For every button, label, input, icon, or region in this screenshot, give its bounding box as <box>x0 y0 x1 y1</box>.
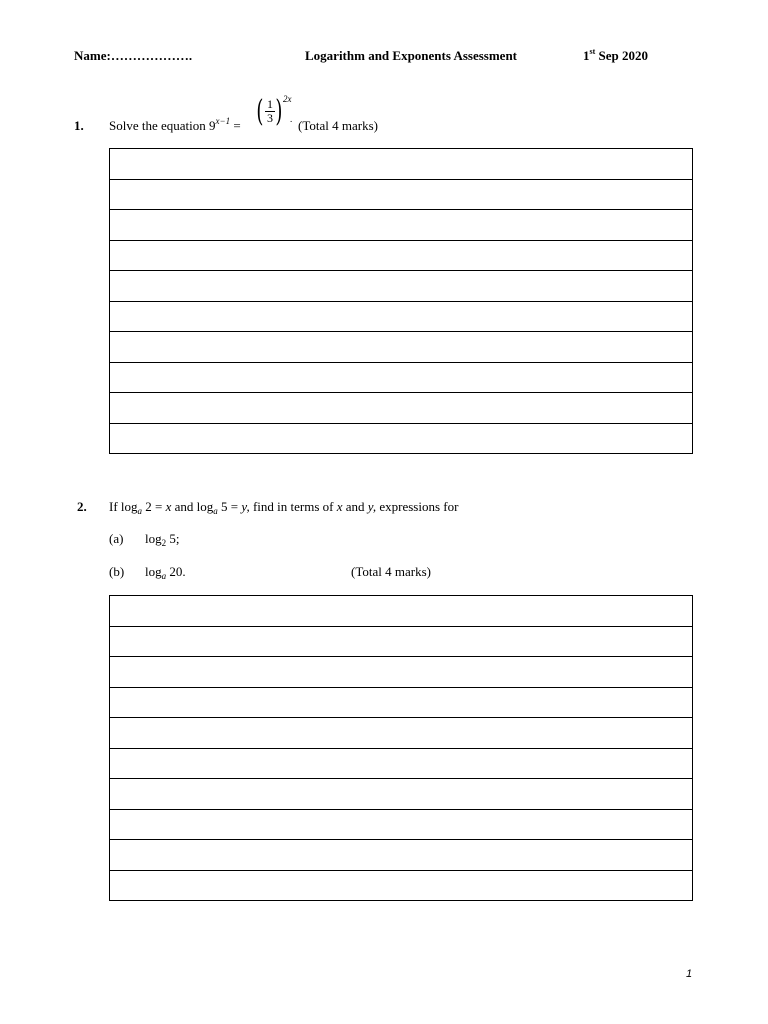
part-a-expression <box>145 531 180 547</box>
question-2-number: 2. <box>77 499 87 514</box>
var-y: y, <box>241 499 250 514</box>
part-b-rest: 20. <box>166 564 186 579</box>
part-b-expression <box>145 564 186 580</box>
left-paren: ( <box>256 94 264 129</box>
equation-dot: . <box>290 114 293 124</box>
document-title: Logarithm and Exponents Assessment <box>305 48 518 63</box>
and-text-2: and <box>342 499 368 514</box>
answer-line[interactable] <box>110 180 692 211</box>
part-a-label: (a) <box>109 531 124 546</box>
part-a-log: log <box>145 531 162 546</box>
answer-line[interactable] <box>110 718 692 749</box>
if-text: If log <box>109 499 138 514</box>
fraction-numerator: 1 <box>267 97 273 111</box>
date-day: 1 <box>583 48 590 63</box>
part-b-base: a <box>161 571 167 581</box>
answer-line[interactable] <box>110 871 692 902</box>
find-text: find in terms of <box>249 499 337 514</box>
fraction-denominator: 3 <box>267 111 273 125</box>
answer-line[interactable] <box>110 302 692 333</box>
equation-equals: = <box>230 118 241 133</box>
and-text: and log <box>171 499 214 514</box>
answer-line[interactable] <box>110 210 692 241</box>
fraction-one-third <box>256 94 284 131</box>
answer-line[interactable] <box>110 271 692 302</box>
log-base-a-2: a <box>213 506 218 516</box>
answer-line[interactable] <box>110 424 692 455</box>
log-base-a: a <box>137 506 143 516</box>
part-a-base: 2 <box>161 538 167 548</box>
equation-exponent: x−1 <box>215 116 231 126</box>
answer-line[interactable] <box>110 596 692 627</box>
question-1-marks: (Total 4 marks) <box>298 118 378 133</box>
answer-line[interactable] <box>110 779 692 810</box>
answer-line[interactable] <box>110 810 692 841</box>
question-1-prompt <box>109 118 241 134</box>
expressions-text: expressions for <box>376 499 459 514</box>
question-2-answer-box[interactable] <box>109 595 693 901</box>
date-rest: Sep 2020 <box>595 48 649 63</box>
answer-line[interactable] <box>110 363 692 394</box>
question-2-marks: (Total 4 marks) <box>351 564 431 579</box>
answer-line[interactable] <box>110 149 692 180</box>
name-field-label: Name:………………. <box>74 48 193 63</box>
fraction <box>265 98 275 125</box>
answer-line[interactable] <box>110 393 692 424</box>
answer-line[interactable] <box>110 840 692 871</box>
var-x: x <box>165 499 172 514</box>
var-x-2: x <box>336 499 343 514</box>
question-2-prompt <box>109 499 458 515</box>
part-b-label: (b) <box>109 564 125 579</box>
answer-line[interactable] <box>110 332 692 363</box>
part-b-log: log <box>145 564 162 579</box>
equation-2-mid: 5 = <box>217 499 242 514</box>
answer-line[interactable] <box>110 657 692 688</box>
equation-1-mid: 2 = <box>142 499 166 514</box>
answer-line[interactable] <box>110 688 692 719</box>
question-1-answer-box[interactable] <box>109 148 693 454</box>
page-number: 1 <box>686 968 693 980</box>
answer-line[interactable] <box>110 749 692 780</box>
date-suffix: st <box>589 47 596 56</box>
right-paren: ) <box>275 94 283 129</box>
var-y-2: y, <box>367 499 377 514</box>
answer-line[interactable] <box>110 627 692 658</box>
part-a-rest: 5; <box>166 531 180 546</box>
equation-base: 9 <box>209 118 216 133</box>
question-1-text: Solve the equation <box>109 118 210 133</box>
answer-line[interactable] <box>110 241 692 272</box>
rhs-exponent: 2x <box>283 94 292 104</box>
question-1-number: 1. <box>74 118 84 133</box>
document-date <box>583 48 648 64</box>
